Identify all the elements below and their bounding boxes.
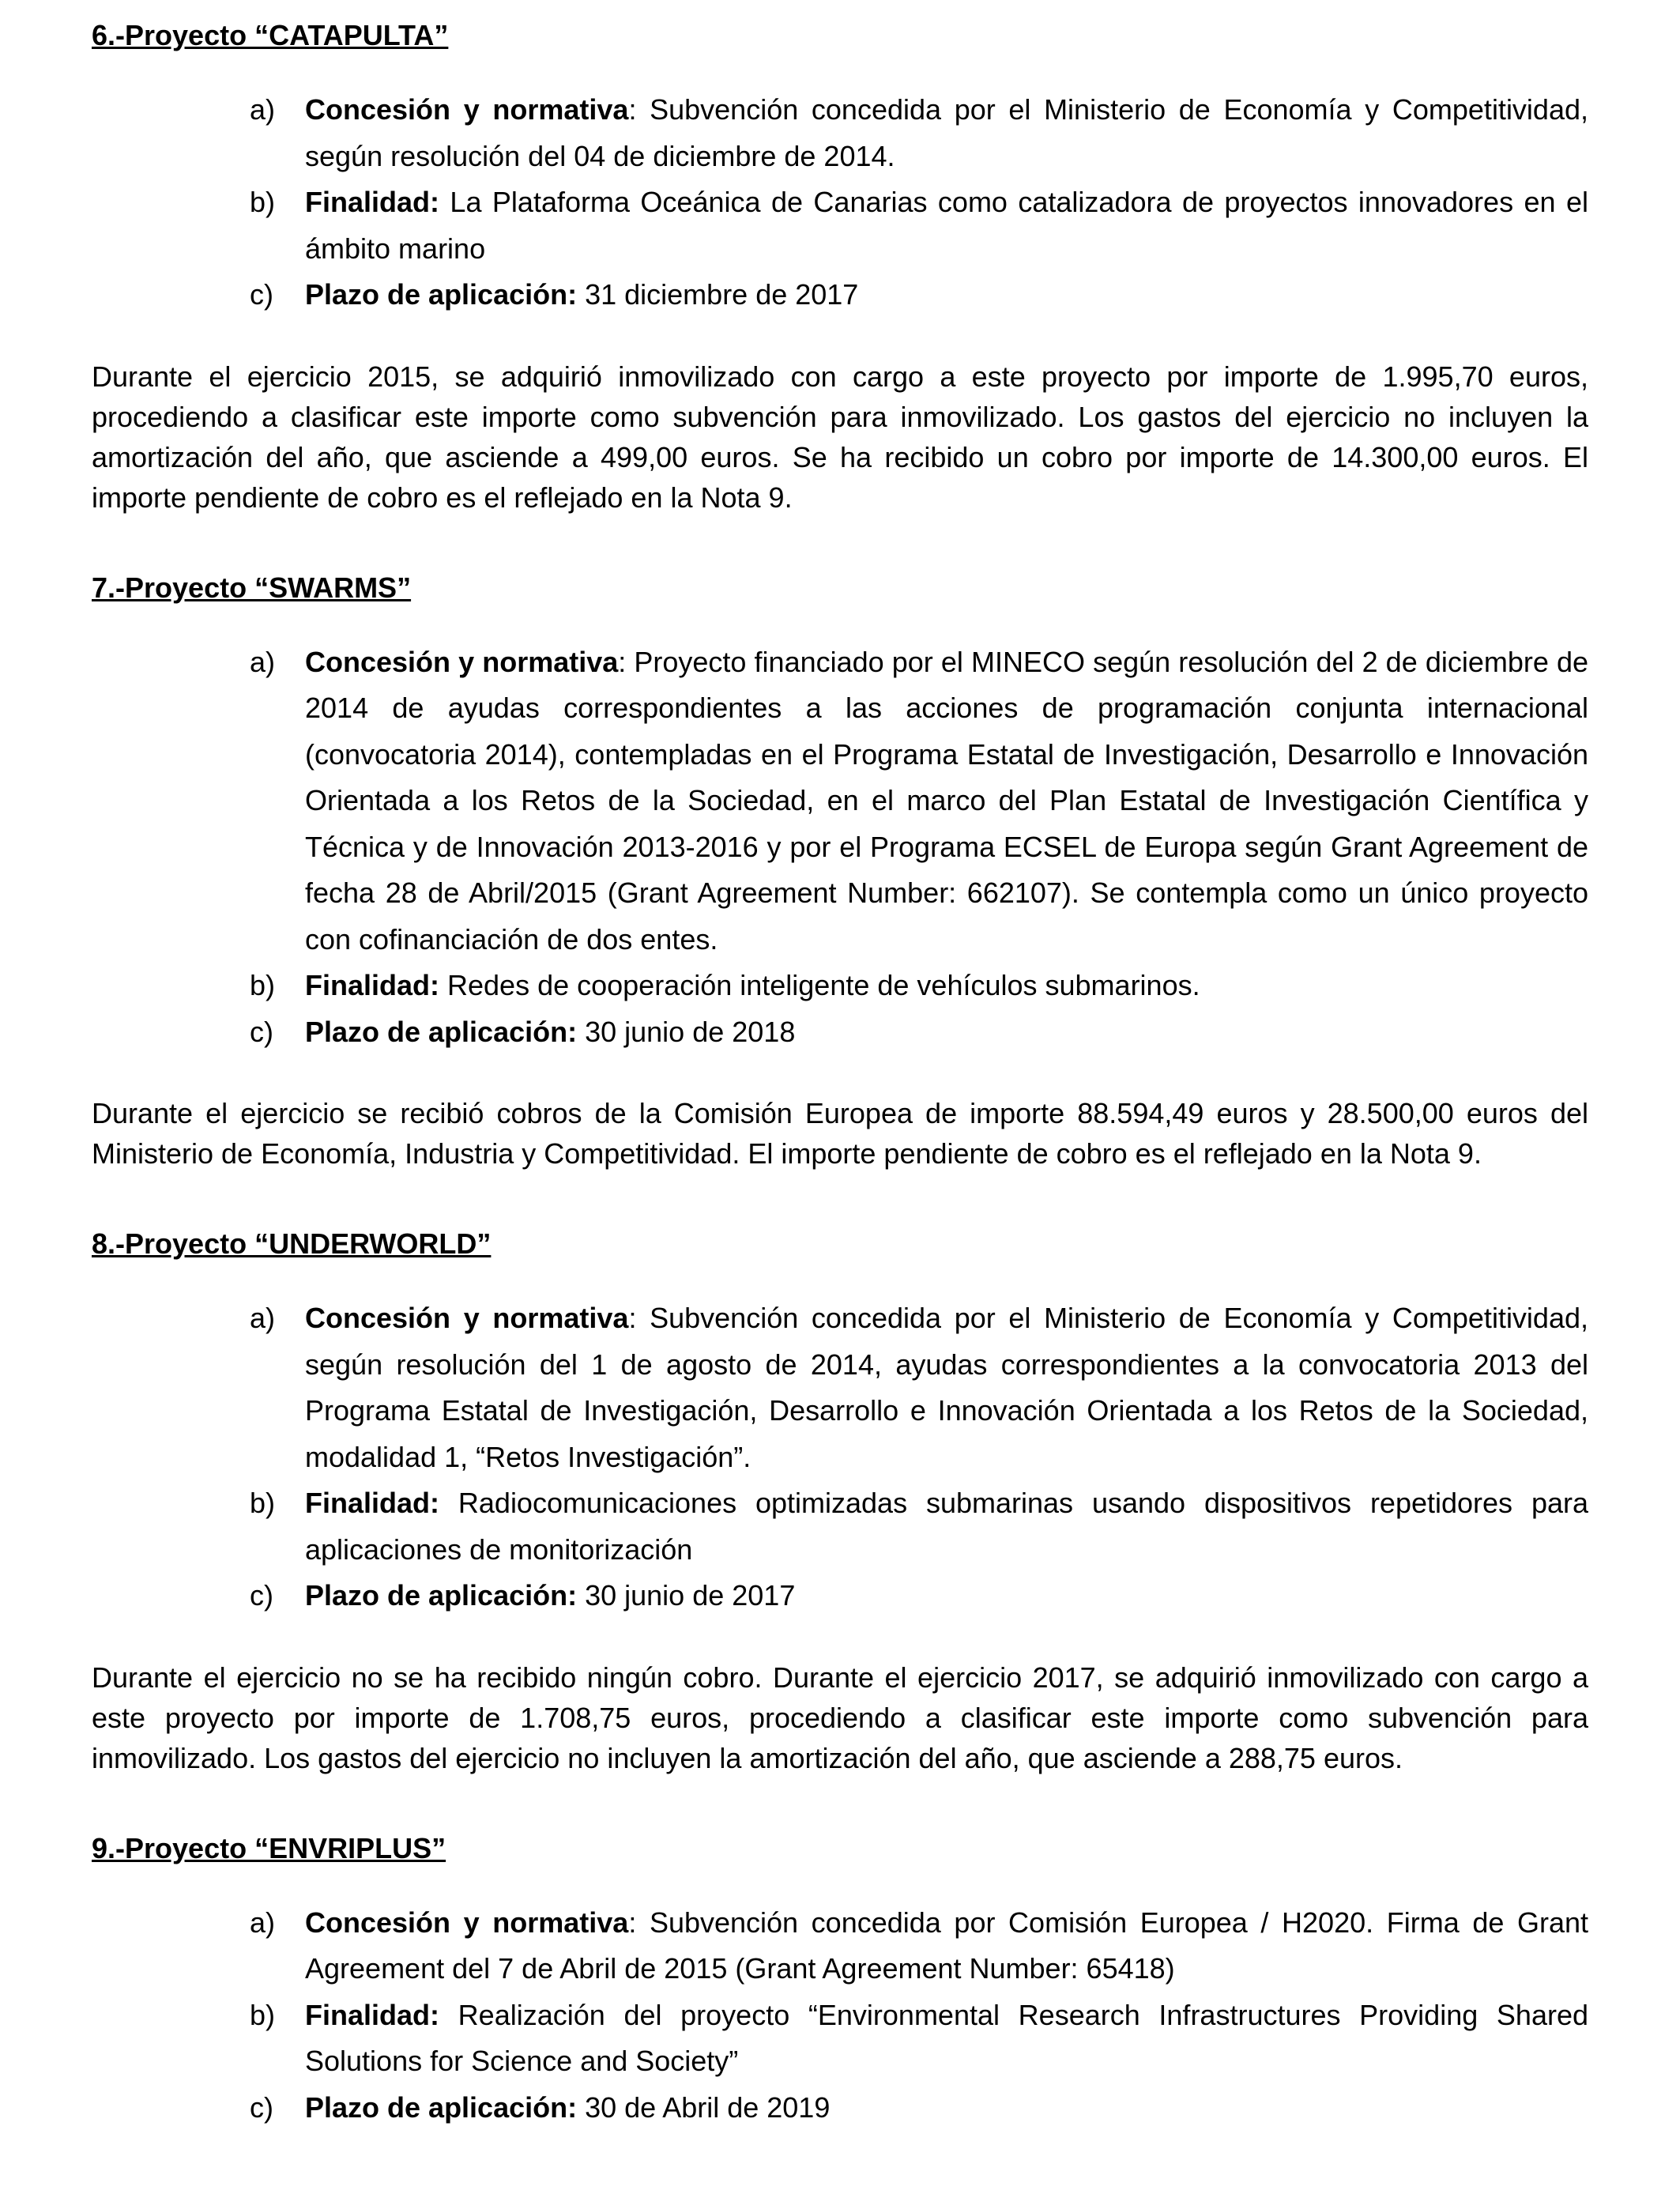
item-label: Finalidad:	[305, 1487, 439, 1519]
item-text: : Proyecto financiado por el MINECO según resolución del 2 de diciembre de 2014 de ayudas correspondientes a las acciones de programación conjunta internacional (convocatoria 2014), contempladas en el Programa Estatal de Investigación, Desarrollo e Innovación Orientada a los Retos de la Sociedad, en el marco del Plan Estatal de Investigación Científica y Técnica y de Innovación 2013-2016 y por el Programa ECSEL de Europa según Grant Agreement de fecha 28 de Abril/2015 (Grant Agreement Number: 662107). Se contempla como un único proyecto con cofinanciación de dos entes.	[305, 645, 1589, 956]
item-label: Finalidad:	[305, 186, 439, 218]
item-text: 31 diciembre de 2017	[577, 278, 859, 311]
item-list	[250, 87, 1588, 319]
item-label: Plazo de aplicación:	[305, 1579, 578, 1612]
item-letter: a)	[250, 1906, 276, 1939]
section-paragraph: Durante el ejercicio no se ha recibido ningún cobro. Durante el ejercicio 2017, se adquirió inmovilizado con cargo a este proyecto por importe de 1.708,75 euros, procediendo a clasificar este importe como subvención para inmovilizado. Los gastos del ejercicio no incluyen la amortización del año, que asciende a 288,75 euros.	[92, 1661, 1588, 1774]
item-label: Plazo de aplicación:	[305, 2090, 578, 2124]
list-item	[250, 639, 1588, 963]
item-text: 30 junio de 2017	[577, 1579, 796, 1612]
item-letter: c)	[250, 2090, 273, 2124]
section-title: 7.-Proyecto “SWARMS”	[92, 571, 412, 604]
item-text: Redes de cooperación inteligente de vehículos submarinos.	[439, 969, 1200, 1001]
item-letter: b)	[250, 969, 276, 1001]
item-text: Radiocomunicaciones optimizadas submarinas usando dispositivos repetidores para aplicaciones de monitorización	[305, 1487, 1588, 1566]
item-text: Realización del proyecto “Environmental Research Infrastructures Providing Shared Solutions for Science and Society”	[305, 1998, 1588, 2077]
list-item	[250, 1295, 1588, 1480]
list-item	[250, 179, 1588, 272]
document-page	[92, 17, 1588, 2131]
list-item	[250, 272, 1588, 319]
list-item	[250, 2085, 1588, 2132]
item-text: 30 junio de 2018	[577, 1015, 796, 1048]
item-list	[250, 639, 1588, 1056]
item-letter: c)	[250, 1015, 273, 1048]
item-label: Plazo de aplicación:	[305, 278, 578, 311]
list-item	[250, 963, 1588, 1009]
item-label: Concesión y normativa	[305, 1302, 629, 1334]
item-label: Concesión y normativa	[305, 1906, 629, 1939]
item-text: : Subvención concedida por el Ministerio de Economía y Competitividad, según resolución del 1 de agosto de 2014, ayudas correspondientes a la convocatoria 2013 del Programa Estatal de Investigación, Desarrollo e Innovación Orientada a los Retos de la Sociedad, modalidad 1, “Retos Investigación”.	[305, 1302, 1589, 1473]
item-text: 30 de Abril de 2019	[577, 2090, 831, 2124]
list-item	[250, 87, 1588, 179]
item-label: Concesión y normativa	[305, 93, 629, 126]
list-item	[250, 1009, 1588, 1056]
item-label: Plazo de aplicación:	[305, 1015, 578, 1048]
item-letter: a)	[250, 1302, 276, 1334]
section-underworld	[92, 1226, 1588, 1778]
list-item	[250, 1573, 1588, 1619]
item-letter: a)	[250, 645, 276, 678]
item-label: Concesión y normativa	[305, 645, 619, 678]
list-item	[250, 1992, 1588, 2085]
list-item	[250, 1480, 1588, 1573]
item-letter: a)	[250, 93, 276, 126]
item-label: Finalidad:	[305, 969, 439, 1001]
section-catapulta	[92, 17, 1588, 518]
item-letter: b)	[250, 1487, 276, 1519]
item-list	[250, 1900, 1588, 2132]
item-text: : Subvención concedida por el Ministerio de Economía y Competitividad, según resolución del 04 de diciembre de 2014.	[305, 93, 1589, 172]
list-item	[250, 1900, 1588, 1992]
section-title: 8.-Proyecto “UNDERWORLD”	[92, 1227, 492, 1260]
item-letter: b)	[250, 186, 276, 218]
item-text: La Plataforma Oceánica de Canarias como catalizadora de proyectos innovadores en el ámbito marino	[305, 186, 1588, 265]
item-letter: c)	[250, 1579, 273, 1612]
section-swarms	[92, 570, 1588, 1174]
item-letter: c)	[250, 278, 273, 311]
section-title: 9.-Proyecto “ENVRIPLUS”	[92, 1831, 446, 1864]
section-paragraph: Durante el ejercicio 2015, se adquirió inmovilizado con cargo a este proyecto por importe de 1.995,70 euros, procediendo a clasificar este importe como subvención para inmovilizado. Los gastos del ejercicio no incluyen la amortización del año, que asciende a 499,00 euros. Se ha recibido un cobro por importe de 14.300,00 euros. El importe pendiente de cobro es el reflejado en la Nota 9.	[92, 360, 1588, 514]
item-label: Finalidad:	[305, 1998, 439, 2031]
item-text: : Subvención concedida por Comisión Europea / H2020. Firma de Grant Agreement del 7 de Abril de 2015 (Grant Agreement Number: 65418)	[305, 1906, 1589, 1985]
item-letter: b)	[250, 1998, 276, 2031]
item-list	[250, 1295, 1588, 1619]
section-title: 6.-Proyecto “CATAPULTA”	[92, 19, 449, 51]
section-envriplus	[92, 1830, 1588, 2132]
section-paragraph: Durante el ejercicio se recibió cobros de la Comisión Europea de importe 88.594,49 euros y 28.500,00 euros del Ministerio de Economía, Industria y Competitividad. El importe pendiente de cobro es el reflejado en la Nota 9.	[92, 1097, 1588, 1170]
